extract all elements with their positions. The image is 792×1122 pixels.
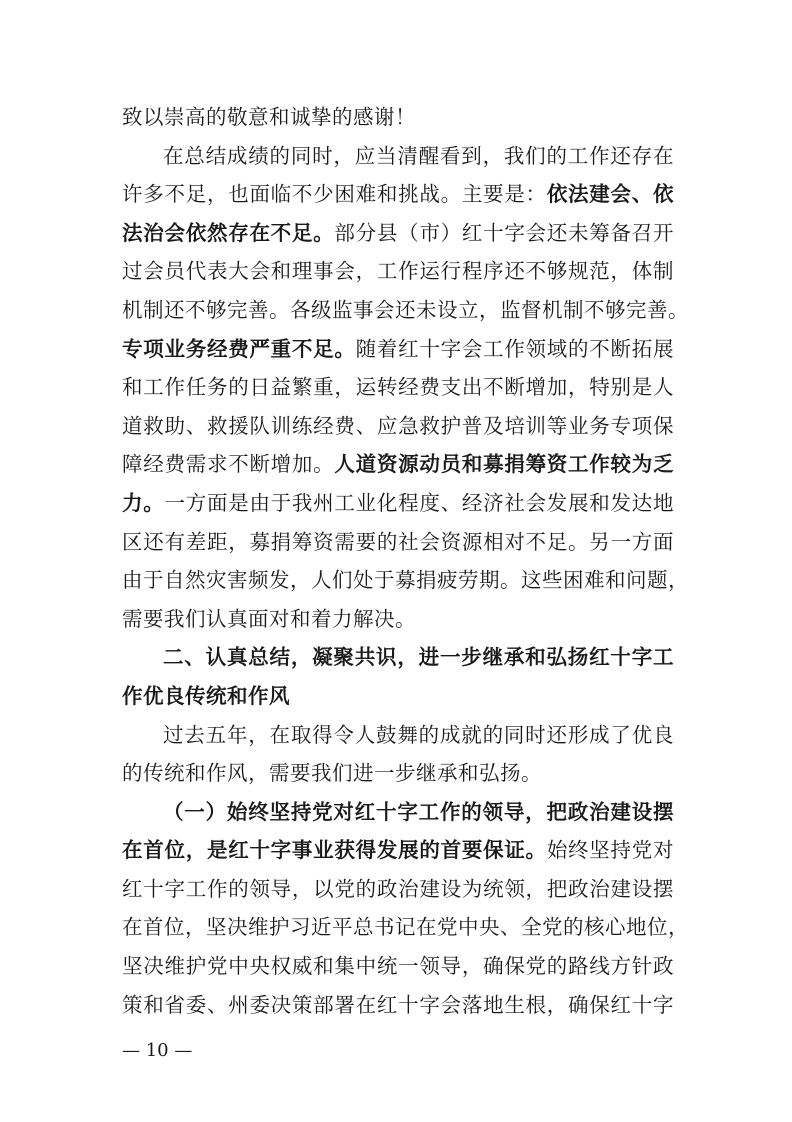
text-run: 和工作任务的日益繁重，运转经费支出不断增加，特别是人: [122, 375, 674, 400]
paragraph-shortcomings: [122, 137, 689, 639]
text-line: [122, 754, 674, 793]
text-line: [122, 793, 674, 832]
text-run: 过去五年，在取得令人鼓舞的成就的同时还形成了优良: [163, 722, 674, 747]
text-run: 一方面是由于我州工业化程度、经济社会发展和发达地: [164, 490, 675, 515]
text-line: [122, 484, 674, 523]
bold-text-run: 人道资源动员和募捐筹资工作较为乏: [334, 452, 675, 477]
text-line: [122, 252, 674, 291]
paragraph-party-leadership: [122, 793, 689, 1025]
text-line: [122, 523, 674, 562]
text-line: [122, 407, 674, 446]
text-run: 障经费需求不断增加。: [122, 452, 335, 477]
text-run: 的传统和作风，需要我们进一步继承和弘扬。: [122, 761, 542, 786]
bold-text-run: 依法建会、依: [546, 182, 675, 207]
text-run: 致以崇高的敬意和诚挚的感谢！: [122, 105, 416, 129]
text-line: [122, 947, 674, 986]
section-heading: [122, 638, 674, 715]
paragraph-closing-thanks: [122, 98, 674, 137]
text-line: [122, 561, 689, 600]
bold-text-run: （一）始终坚持党对红十字工作的领导，把政治建设摆: [163, 799, 674, 824]
text-run: 机制还不够完善。各级监事会还未设立，监督机制不够完善。: [122, 297, 689, 322]
text-line: [122, 98, 674, 137]
text-line: [122, 831, 674, 870]
paragraph-traditions-intro: [122, 716, 674, 793]
text-line: [122, 716, 674, 755]
text-line: [122, 368, 674, 407]
bold-text-run: 力。: [122, 490, 165, 515]
text-run: 在总结成绩的同时，应当清醒看到，我们的工作还存在: [163, 143, 674, 168]
text-line: [122, 214, 674, 253]
text-line: [122, 908, 689, 947]
text-run: 在首位，坚决维护习近平总书记在党中央、全党的核心地位，: [122, 915, 689, 940]
text-run: 许多不足，也面临不少困难和挑战。主要是：: [122, 182, 547, 207]
text-line: [122, 600, 674, 639]
text-run: 坚决维护党中央权威和集中统一领导，确保党的路线方针政: [122, 954, 674, 979]
text-run: 策和省委、州委决策部署在红十字会落地生根，确保红十字: [122, 992, 674, 1017]
text-line: [122, 137, 674, 176]
text-run: 部分县（市）红十字会还未筹备召开: [334, 220, 675, 245]
text-line: [122, 291, 689, 330]
heading-line: [122, 677, 674, 716]
text-line: [122, 445, 674, 484]
text-line: [122, 330, 674, 369]
heading-text: 作优良传统和作风: [122, 683, 290, 708]
text-line: [122, 870, 674, 909]
bold-text-run: 在首位，是红十字事业获得发展的首要保证。: [122, 838, 547, 863]
heading-text: 二、认真总结，凝聚共识，进一步继承和弘扬红十字工: [163, 645, 674, 670]
text-run: 由于自然灾害频发，人们处于募捐疲劳期。这些困难和问题，: [122, 568, 689, 593]
heading-line: [122, 638, 674, 677]
text-run: 区还有差距，募捐筹资需要的社会资源相对不足。另一方面: [122, 529, 674, 554]
text-run: 过会员代表大会和理事会，工作运行程序还不够规范，体制: [122, 259, 674, 284]
text-line: [122, 986, 674, 1025]
text-run: 需要我们认真面对和着力解决。: [122, 606, 416, 631]
bold-text-run: 专项业务经费严重不足。: [122, 336, 356, 361]
text-run: 红十字工作的领导，以党的政治建设为统领，把政治建设摆: [122, 876, 674, 901]
text-run: 随着红十字会工作领域的不断拓展: [355, 336, 674, 361]
text-line: [122, 175, 674, 214]
document-body: [122, 98, 689, 1024]
text-run: 道救助、救援队训练经费、应急救护普及培训等业务专项保: [122, 413, 674, 438]
bold-text-run: 法治会依然存在不足。: [122, 220, 335, 245]
page-number: — 10 —: [122, 1040, 193, 1061]
text-run: 始终坚持党对: [546, 838, 675, 863]
